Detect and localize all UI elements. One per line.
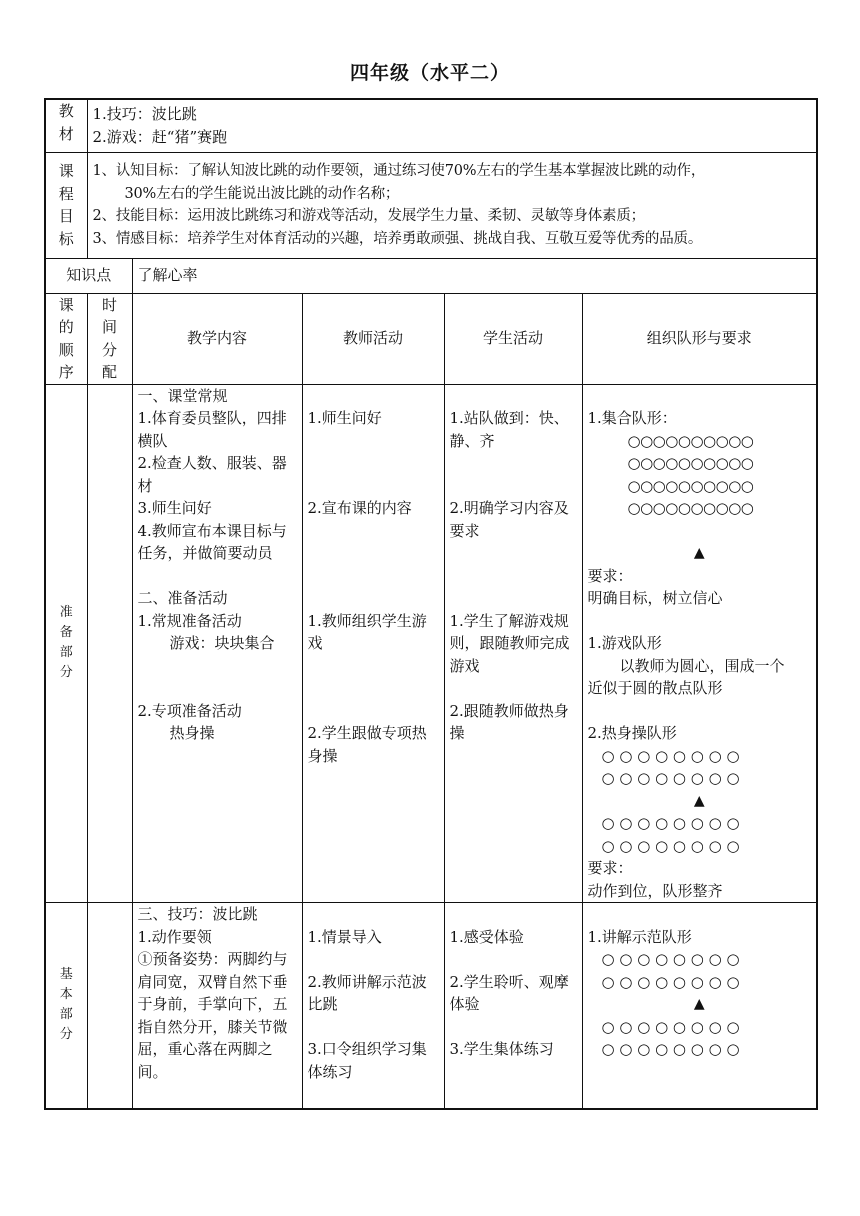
warmup-row: ○ ○ ○ ○ ○ ○ ○ ○ bbox=[601, 746, 740, 765]
demo-row: ○ ○ ○ ○ ○ ○ ○ ○ bbox=[601, 1017, 740, 1036]
page-title: 四年级（水平二） bbox=[349, 62, 510, 84]
demo-row: ○ ○ ○ ○ ○ ○ ○ ○ bbox=[601, 1040, 740, 1058]
objectives-label: 课 程 目 标 bbox=[45, 152, 87, 258]
prep-student: 1.站队做到：快、静、齐 2.明确学习内容及要求 1.学生了解游戏规则，跟随教师完成游戏 2.跟随教师做热身操 bbox=[444, 384, 582, 903]
objectives-row bbox=[45, 152, 817, 258]
objective-cognitive-cont: 30%左右的学生能说出波比跳的动作名称； bbox=[124, 185, 400, 202]
prep-section-label: 准 备 部 分 bbox=[45, 384, 87, 903]
header-student: 学生活动 bbox=[444, 293, 582, 384]
demo-row: ○ ○ ○ ○ ○ ○ ○ ○ bbox=[601, 972, 740, 991]
objective-emotion: 3、情感目标：培养学生对体育活动的兴趣，培养勇敢顽强、挑战自我、互敬互爱等优秀的品质。 bbox=[92, 230, 703, 247]
teaching-material-item: 2.游戏：赶“猪”赛跑 bbox=[92, 127, 228, 146]
prep-content: 一、课堂常规 1.体育委员整队，四排横队 2.检查人数、服装、器材 3.师生问好 4.教师宣布本课目标与任务，并做简要动员 二、准备活动 1.常规准备活动 游戏：块块集合 2.专项准备活动 热身操 bbox=[132, 384, 302, 903]
knowledge-label: 知识点 bbox=[45, 258, 132, 293]
basic-time bbox=[87, 903, 132, 1109]
assembly-row: ○○○○○○○○○○ bbox=[627, 476, 754, 495]
lesson-plan-table bbox=[44, 98, 818, 1110]
objective-cognitive: 1、认知目标：了解认知波比跳的动作要领，通过练习使70%左右的学生基本掌握波比跳的动作， bbox=[92, 163, 706, 179]
header-time: 时 间 分 配 bbox=[87, 293, 132, 384]
teaching-material-row bbox=[45, 99, 817, 152]
teacher-triangle-icon: ▲ bbox=[693, 996, 705, 1012]
objective-skill: 2、技能目标：运用波比跳练习和游戏等活动，发展学生力量、柔韧、灵敏等身体素质； bbox=[92, 208, 645, 224]
teaching-material-item: 1.技巧：波比跳 bbox=[92, 105, 197, 124]
warmup-row: ○ ○ ○ ○ ○ ○ ○ ○ bbox=[601, 814, 740, 832]
prep-teacher: 1.师生问好 2.宣布课的内容 1.教师组织学生游戏 2.学生跟做专项热身操 bbox=[302, 384, 444, 903]
knowledge-row bbox=[45, 258, 817, 293]
teaching-material-items bbox=[87, 99, 817, 152]
assembly-row: ○○○○○○○○○○ bbox=[627, 454, 754, 472]
basic-section-row bbox=[45, 903, 817, 1109]
basic-student: 1.感受体验 2.学生聆听、观摩体验 3.学生集体练习 bbox=[444, 903, 582, 1109]
basic-content: 三、技巧：波比跳 1.动作要领 ①预备姿势：两脚约与肩同宽，双臂自然下垂于身前，手掌向下，五指自然分开，膝关节微屈，重心落在两脚之间。 bbox=[132, 903, 302, 1109]
objectives-text bbox=[87, 152, 817, 258]
prep-section-row bbox=[45, 384, 817, 903]
header-content: 教学内容 bbox=[132, 293, 302, 384]
warmup-row: ○ ○ ○ ○ ○ ○ ○ ○ bbox=[601, 769, 740, 787]
assembly-row: ○○○○○○○○○○ bbox=[627, 499, 754, 517]
column-header-row bbox=[45, 293, 817, 384]
assembly-row: ○○○○○○○○○○ bbox=[627, 431, 754, 450]
header-teacher: 教师活动 bbox=[302, 293, 444, 384]
basic-teacher: 1.情景导入 2.教师讲解示范波比跳 3.口令组织学习集体练习 bbox=[302, 903, 444, 1109]
warmup-row: ○ ○ ○ ○ ○ ○ ○ ○ bbox=[601, 836, 740, 855]
prep-formation: 1.集合队形： ○○○○○○○○○○ ○○○○○○○○○○ ○○○○○○○○○○ ○○○○○○○○○○ ▲ 要求： 明确目标，树立信心 1.游戏队形 以教师为圆心，围成一个 近似于圆的散点队形 2.热身操队形 ○ ○ ○ ○ ○ ○ ○ ○ ○ ○ ○ ○ ○ ○ ○ ○ ▲ ○ ○ ○ ○ ○ ○ ○ ○ ○ ○ ○ ○ ○ ○ ○ ○ 要求： 动作到位，队形整齐 bbox=[582, 384, 817, 903]
basic-formation: 1.讲解示范队形 ○ ○ ○ ○ ○ ○ ○ ○ ○ ○ ○ ○ ○ ○ ○ ○ ▲ ○ ○ ○ ○ ○ ○ ○ ○ ○ ○ ○ ○ ○ ○ ○ ○ bbox=[582, 903, 817, 1109]
basic-section-label: 基 本 部 分 bbox=[45, 903, 87, 1109]
knowledge-value: 了解心率 bbox=[132, 258, 817, 293]
header-order: 课 的 顺 序 bbox=[45, 293, 87, 384]
teacher-triangle-icon: ▲ bbox=[693, 792, 705, 809]
header-formation: 组织队形与要求 bbox=[582, 293, 817, 384]
teacher-triangle-icon: ▲ bbox=[693, 545, 705, 561]
teaching-material-label: 教 材 bbox=[45, 99, 87, 152]
prep-time bbox=[87, 384, 132, 903]
demo-row: ○ ○ ○ ○ ○ ○ ○ ○ bbox=[601, 950, 740, 968]
